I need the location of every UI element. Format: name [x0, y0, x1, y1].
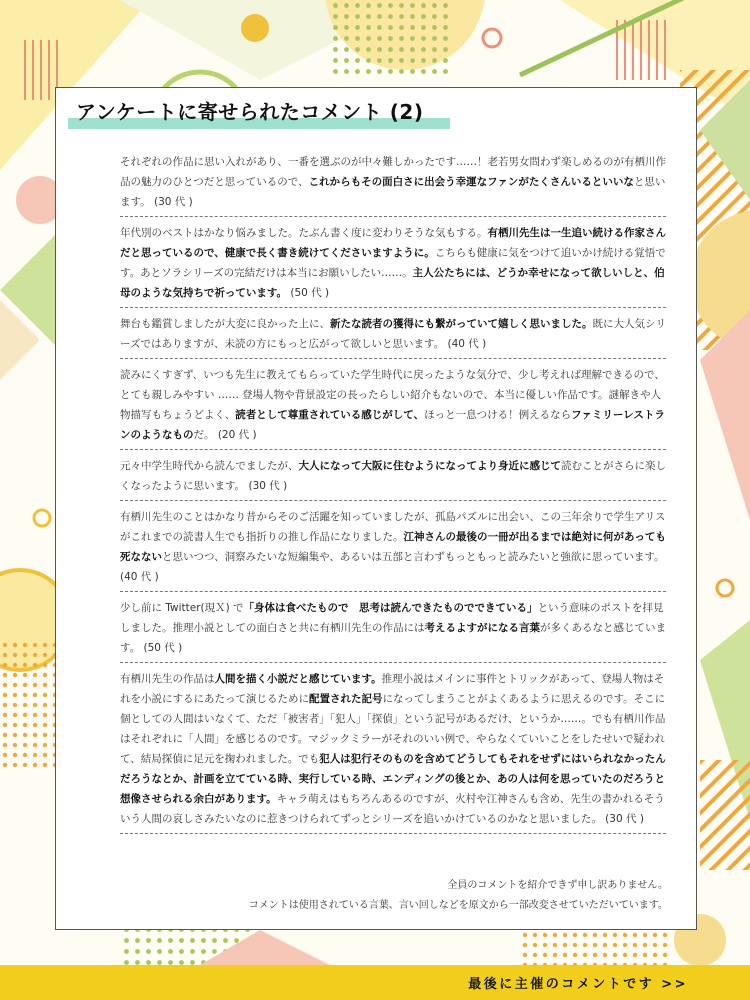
comment-text: キャラ萌えはもちろんあるのですが、火村や江神さんも含め、先生の書かれるそういう人間の哀しさみたいなのに惹きつけられてずっとシリーズを追いかけているのかなと思いました。 (30 代 ) [120, 793, 665, 825]
next-page-link[interactable]: 最後に主催のコメントです >> [468, 977, 688, 992]
comment-text: ほっと一息つける！例えるなら [424, 409, 572, 421]
comment [120, 152, 666, 217]
comment-text: 読みにくすぎず、いつも先生に教えてもらっていた学生時代に戻ったような気分で、少し考えれば理解できるので、とても親しみやすい …… 登場人物や背景設定の長ったらしい紹介もないので、本当に優しい作品です。謎解きや人物描写もちょうどよく、 [120, 369, 665, 421]
comment-text: と思いつつ、洞察みたいな短編集や、あるいは五部と言わずもっともっと読みたいと強欲に思っています。 (40 代 ) [120, 551, 665, 583]
title-block [76, 96, 423, 125]
comment-highlight: 人間を描く小説だと感じています。 [214, 673, 382, 685]
comment-highlight: ファミリーレストランのようなもの [120, 409, 665, 441]
comment-text: (50 代 ) [287, 287, 330, 299]
comment-text: が多くあるなと感じています。 (50 代 ) [120, 622, 666, 654]
comment-text: という意味のポストを拝見しました。推理小説としての面白さと共に有栖川先生の作品には [120, 602, 664, 634]
footer-bar [0, 965, 750, 1000]
comment-text: と思います。 (30 代 ) [120, 176, 666, 208]
comment [120, 456, 666, 501]
comment-card [55, 87, 697, 930]
comment [120, 314, 666, 359]
comment-highlight: 配置された記号 [309, 693, 383, 705]
comment-text: こちらも健康に気をつけて追いかけ続ける覚悟です。あとソラシリーズの完結だけは本当にお願いしたい……。 [120, 247, 666, 279]
comment-highlight: 大人になって大阪に住むようになってより身近に感じて [298, 460, 561, 472]
comment-list [120, 152, 666, 840]
comment-text: になってしまうことがよくあるように思えるのです。そこに個としての人間はいなくて、ただ「被害者」「犯人」「探偵」という記号があるだけ、というか……。でも有栖川作品はそれぞれに「人間」を感じるのです。マジックミラーがそれのいい例で、やらなくていいことをしたせいで疑われて、結局探偵に足元を掬われました。でも [120, 693, 666, 765]
comment-text: 推理小説はメインに事件とトリックがあって、登場人物はそれを小説にするにあたって演じるために [120, 673, 665, 705]
comment-highlight: 「身体は食べたもので 思考は読んできたものでできている」 [243, 602, 538, 614]
comment-highlight: これからもその面白さに出会う幸運なファンがたくさんいるといいな [308, 176, 634, 188]
comment [120, 507, 666, 592]
comment-text: 有栖川先生の作品は [120, 673, 215, 685]
page-title: アンケートに寄せられたコメント (2) [76, 100, 424, 124]
comment-highlight: 新たな読者の獲得にも繋がっていて嬉しく思いました。 [330, 318, 593, 330]
comment-highlight: 江神さんの最後の一冊が出るまでは絶対に何があっても死なない [120, 531, 666, 563]
comment-text: 元々中学生時代から読んでましたが、 [120, 460, 299, 472]
comment-highlight: 有栖川先生は一生追い続ける作家さんだと思っているので、健康で長く書き続けてくださいますように。 [120, 227, 666, 259]
comment [120, 598, 666, 663]
comment-text: それぞれの作品に思い入れがあり、一番を選ぶのが中々難しかったです……！老若男女問わず楽しめるのが有栖川作品の魅力のひとつだと思っているので、 [120, 156, 666, 188]
comment-text: 読むことがさらに楽しくなったように思います。 (30 代 ) [120, 460, 666, 492]
comment-highlight: 主人公たちには、どうか幸せになって欲しいしと、伯母のような気持ちで祈っています。 [120, 267, 665, 299]
comment [120, 365, 666, 450]
comment-text: 既に大人気シリーズではありますが、未読の方にもっと広がって欲しいと思います。 (40 代 ) [120, 318, 666, 350]
comment [120, 669, 666, 834]
comment-highlight: 犯人は犯行そのものを含めてどうしてもそれをせずにはいられなかったんだろうなとか、計画を立てている時、実行している時、エンディングの後とか、あの人は何を思っていたのだろうと想像させられる余白があります。 [120, 753, 666, 805]
comment-text: 少し前に Twitter(現Ｘ) で [120, 602, 244, 614]
comment-text: 年代別のベストはかなり悩みました。たぶん書く度に変わりそうな気もする。 [120, 227, 488, 239]
comment-highlight: 考えるよすがになる言葉 [424, 622, 540, 634]
comment [120, 223, 666, 308]
comment-text: 舞台も鑑賞しましたが大変に良かった上に、 [120, 318, 330, 330]
comment-text: 有栖川先生のことはかなり昔からそのご活躍を知っていましたが、孤島パズルに出会い、この三年余りで学生アリスがこれまでの読書人生でも指折りの推し作品になりました。 [120, 511, 666, 543]
disclaimer-line: 全員のコメントを紹介できず申し訳ありません。 [447, 880, 668, 891]
comment-text: だ。 (20 代 ) [193, 429, 257, 441]
disclaimer-line: コメントは使用されている言葉、言い回しなどを原文から一部改変させていただいています。 [248, 900, 668, 911]
disclaimer-note [249, 876, 668, 916]
comment-highlight: 読者として尊重されている感じがして、 [235, 409, 425, 421]
